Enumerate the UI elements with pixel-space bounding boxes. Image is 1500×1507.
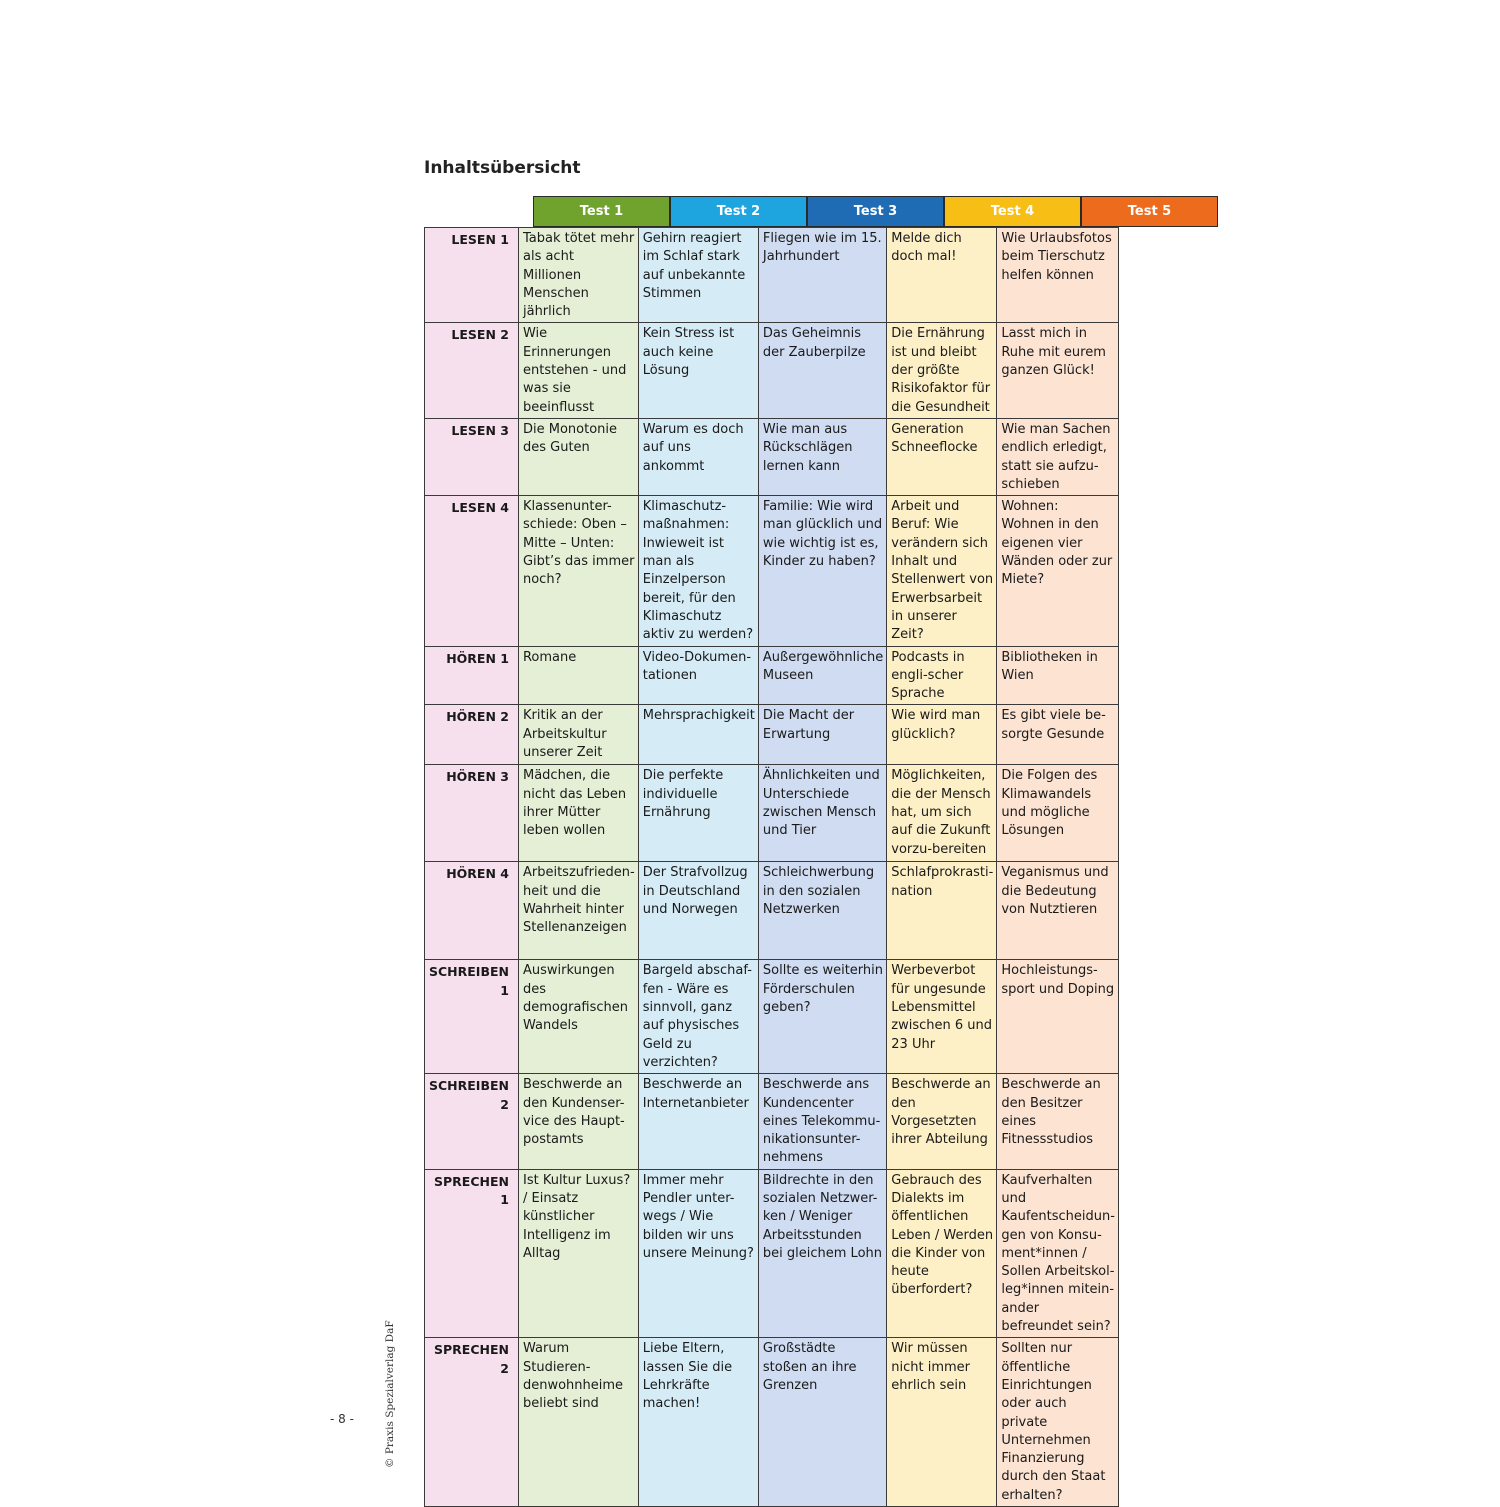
table-row: [425, 1338, 1119, 1507]
test-header-4: Test 4: [944, 196, 1081, 227]
topic-cell: Die Macht der Erwartung: [758, 705, 886, 765]
row-label: HÖREN 2: [425, 705, 519, 765]
topic-cell: Die Monotonie des Guten: [518, 418, 638, 495]
topic-cell: Gebrauch des Dialekts im öffentlichen Leben / Werden die Kinder von heute überfordert?: [887, 1169, 997, 1338]
topic-cell: Wie Erinnerungen entstehen - und was sie beeinflusst: [518, 323, 638, 418]
topic-cell: Ähnlichkeiten und Unterschiede zwischen Mensch und Tier: [758, 765, 886, 862]
table-row: [425, 646, 1119, 705]
row-label: SCHREIBEN 2: [425, 1074, 519, 1169]
topic-cell: Beschwerde ans Kundencenter eines Telekommu-nikationsunter-nehmens: [758, 1074, 886, 1169]
topic-cell: Wie wird man glücklich?: [887, 705, 997, 765]
topic-cell: Podcasts in engli-scher Sprache: [887, 646, 997, 705]
table-row: [425, 1074, 1119, 1169]
table-row: [425, 765, 1119, 862]
row-label: LESEN 2: [425, 323, 519, 418]
side-credit: © Praxis Spezialverlag DaF: [384, 1320, 396, 1468]
topic-cell: Hochleistungs-sport und Doping: [997, 960, 1119, 1074]
topic-cell: Das Geheimnis der Zauberpilze: [758, 323, 886, 418]
table-row: [425, 496, 1119, 646]
topic-cell: Tabak tötet mehr als acht Millionen Menschen jährlich: [518, 228, 638, 323]
topic-cell: Wie man Sachen endlich erledigt, statt sie aufzu-schieben: [997, 418, 1119, 495]
topic-table: [424, 227, 1119, 1507]
topic-cell: Kein Stress ist auch keine Lösung: [638, 323, 758, 418]
topic-cell: Kaufverhalten und Kaufentscheidun-gen von Konsu-ment*innen / Sollen Arbeitskol-leg*innen mitein-ander befreundet sein?: [997, 1169, 1119, 1338]
row-label: LESEN 3: [425, 418, 519, 495]
topic-cell: Romane: [518, 646, 638, 705]
topic-cell: Mädchen, die nicht das Leben ihrer Mütter leben wollen: [518, 765, 638, 862]
topic-cell: Wohnen: Wohnen in den eigenen vier Wänden oder zur Miete?: [997, 496, 1119, 646]
row-label: SPRECHEN 2: [425, 1338, 519, 1507]
row-label: HÖREN 4: [425, 862, 519, 960]
topic-cell: Beschwerde an den Besitzer eines Fitnessstudios: [997, 1074, 1119, 1169]
topic-cell: Schleichwerbung in den sozialen Netzwerken: [758, 862, 886, 960]
topic-cell: Familie: Wie wird man glücklich und wie wichtig ist es, Kinder zu haben?: [758, 496, 886, 646]
row-label: SCHREIBEN 1: [425, 960, 519, 1074]
test-header-1: Test 1: [533, 196, 670, 227]
topic-cell: Kritik an der Arbeitskultur unserer Zeit: [518, 705, 638, 765]
topic-cell: Werbeverbot für ungesunde Lebensmittel zwischen 6 und 23 Uhr: [887, 960, 997, 1074]
topic-cell: Sollte es weiterhin Förderschulen geben?: [758, 960, 886, 1074]
topic-cell: Gehirn reagiert im Schlaf stark auf unbekannte Stimmen: [638, 228, 758, 323]
topic-cell: Beschwerde an den Vorgesetzten ihrer Abteilung: [887, 1074, 997, 1169]
table-row: [425, 960, 1119, 1074]
row-label: LESEN 4: [425, 496, 519, 646]
page-title: Inhaltsübersicht: [424, 158, 581, 178]
topic-cell: Sollten nur öffentliche Einrichtungen oder auch private Unternehmen Finanzierung durch den Staat erhalten?: [997, 1338, 1119, 1507]
table-row: [425, 323, 1119, 418]
topic-cell: Beschwerde an Internetanbieter: [638, 1074, 758, 1169]
topic-cell: Arbeitszufrieden-heit und die Wahrheit hinter Stellenanzeigen: [518, 862, 638, 960]
test-header-2: Test 2: [670, 196, 807, 227]
topic-cell: Außergewöhnliche Museen: [758, 646, 886, 705]
topic-cell: Der Strafvollzug in Deutschland und Norwegen: [638, 862, 758, 960]
topic-cell: Klassenunter-schiede: Oben – Mitte – Unten: Gibt’s das immer noch?: [518, 496, 638, 646]
row-label: HÖREN 1: [425, 646, 519, 705]
topic-cell: Bargeld abschaf-fen - Wäre es sinnvoll, ganz auf physisches Geld zu verzichten?: [638, 960, 758, 1074]
topic-cell: Video-Dokumen-tationen: [638, 646, 758, 705]
topic-cell: Schlafprokrasti-nation: [887, 862, 997, 960]
topic-cell: Liebe Eltern, lassen Sie die Lehrkräfte machen!: [638, 1338, 758, 1507]
topic-cell: Auswirkungen des demografischen Wandels: [518, 960, 638, 1074]
topic-cell: Die Ernährung ist und bleibt der größte Risikofaktor für die Gesundheit: [887, 323, 997, 418]
test-header-5: Test 5: [1081, 196, 1218, 227]
topic-cell: Großstädte stoßen an ihre Grenzen: [758, 1338, 886, 1507]
table-row: [425, 705, 1119, 765]
table-row: [425, 1169, 1119, 1338]
row-label: LESEN 1: [425, 228, 519, 323]
topic-cell: Immer mehr Pendler unter-wegs / Wie bilden wir uns unsere Meinung?: [638, 1169, 758, 1338]
topic-cell: Bibliotheken in Wien: [997, 646, 1119, 705]
topic-cell: Generation Schneeflocke: [887, 418, 997, 495]
topic-cell: Die Folgen des Klimawandels und mögliche Lösungen: [997, 765, 1119, 862]
topic-cell: Wie man aus Rückschlägen lernen kann: [758, 418, 886, 495]
topic-cell: Melde dich doch mal!: [887, 228, 997, 323]
topic-cell: Arbeit und Beruf: Wie verändern sich Inhalt und Stellenwert von Erwerbsarbeit in unserer Zeit?: [887, 496, 997, 646]
table-row: [425, 228, 1119, 323]
topic-cell: Wir müssen nicht immer ehrlich sein: [887, 1338, 997, 1507]
topic-cell: Die perfekte individuelle Ernährung: [638, 765, 758, 862]
topic-cell: Möglichkeiten, die der Mensch hat, um sich auf die Zukunft vorzu-bereiten: [887, 765, 997, 862]
topic-cell: Lasst mich in Ruhe mit eurem ganzen Glück!: [997, 323, 1119, 418]
topic-cell: Warum es doch auf uns ankommt: [638, 418, 758, 495]
topic-cell: Veganismus und die Bedeutung von Nutztieren: [997, 862, 1119, 960]
row-label: SPRECHEN 1: [425, 1169, 519, 1338]
test-header-3: Test 3: [807, 196, 944, 227]
topic-cell: Es gibt viele be-sorgte Gesunde: [997, 705, 1119, 765]
topic-cell: Wie Urlaubsfotos beim Tierschutz helfen können: [997, 228, 1119, 323]
table-row: [425, 418, 1119, 495]
topic-cell: Mehrsprachigkeit: [638, 705, 758, 765]
topic-cell: Ist Kultur Luxus? / Einsatz künstlicher Intelligenz im Alltag: [518, 1169, 638, 1338]
page-number: - 8 -: [330, 1412, 354, 1426]
topic-cell: Fliegen wie im 15. Jahrhundert: [758, 228, 886, 323]
topic-cell: Beschwerde an den Kundenser-vice des Haupt-postamts: [518, 1074, 638, 1169]
topic-cell: Warum Studieren-denwohnheime beliebt sind: [518, 1338, 638, 1507]
topic-cell: Klimaschutz-maßnahmen: Inwieweit ist man als Einzelperson bereit, für den Klimaschutz aktiv zu werden?: [638, 496, 758, 646]
row-label: HÖREN 3: [425, 765, 519, 862]
topic-cell: Bildrechte in den sozialen Netzwer-ken / Weniger Arbeitsstunden bei gleichem Lohn: [758, 1169, 886, 1338]
table-row: [425, 862, 1119, 960]
